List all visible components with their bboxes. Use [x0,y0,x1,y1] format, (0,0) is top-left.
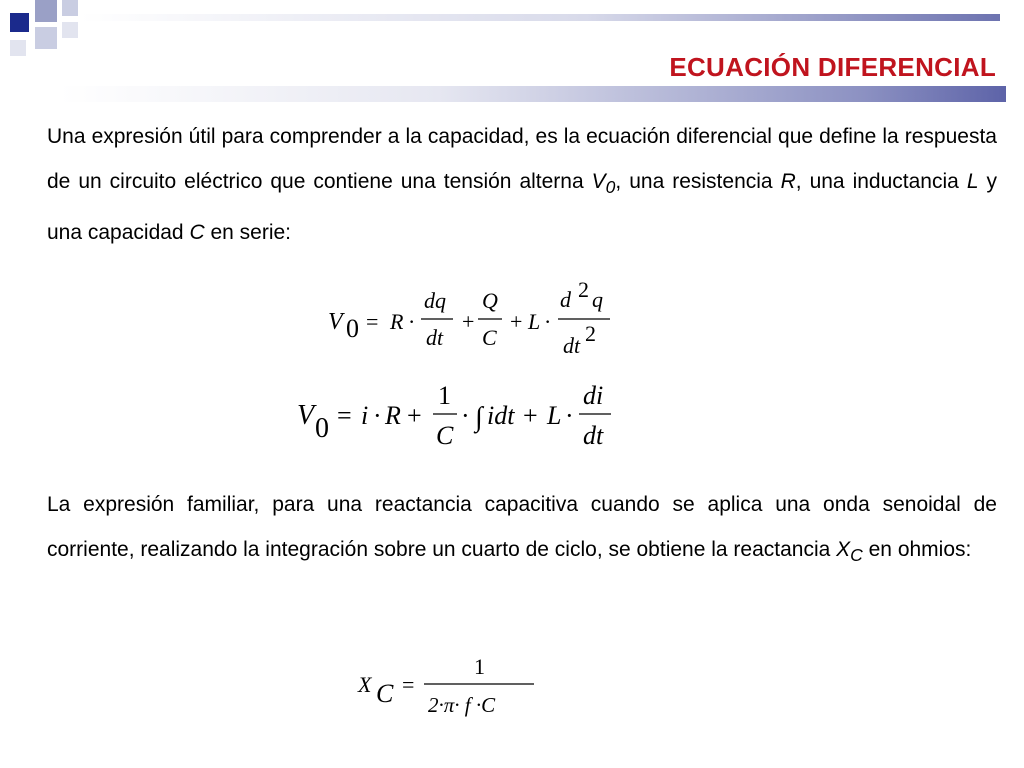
svg-text:i: i [361,401,369,430]
svg-text:+: + [510,309,523,334]
svg-text:C: C [482,325,497,350]
symbol-R: R [780,170,796,193]
intro-paragraph: Una expresión útil para comprender a la capacidad, es la ecuación diferencial que define la respuesta de un circuito eléctrico que contiene una tensión alterna $V_0$, una resistencia R, una inductancia L y una capacidad C en serie: [47,125,997,245]
svg-text:d: d [560,287,571,312]
slide-title: ECUACIÓN DIFERENCIAL [669,52,996,82]
svg-text:2: 2 [585,321,596,346]
svg-text:+: + [407,401,422,430]
decorative-square [35,0,57,22]
reactance-paragraph: La expresión familiar, para una reactancia capacitiva cuando se aplica una onda senoidal de corriente, realizando la integración sobre un cuarto de ciclo, se obtiene la reactancia $X_C$ en ohmios: [47,493,997,566]
equation-3 [350,650,550,720]
svg-text:R: R [385,401,401,430]
svg-text:2: 2 [578,277,589,302]
svg-text:V: V [328,309,343,335]
svg-text:R: R [390,309,404,334]
symbol-C: C [189,221,205,245]
header-gradient-bar [80,14,1000,21]
svg-text:=: = [366,309,379,334]
svg-text:L: L [528,309,541,334]
equation-1 [320,275,630,365]
svg-text:di: di [583,381,604,410]
symbol-L: L [966,170,979,193]
svg-text:dt: dt [426,325,444,350]
svg-text:dt: dt [583,421,604,450]
svg-text:0: 0 [315,413,329,444]
svg-text:C: C [376,679,394,708]
svg-text:·: · [408,309,416,334]
svg-text:L: L [547,401,562,430]
svg-text:+: + [523,401,538,430]
svg-text:2·π· f ·C: 2·π· f ·C [428,693,496,717]
svg-text:idt: idt [487,401,515,430]
decorative-square [35,27,57,49]
svg-text:=: = [402,672,415,697]
svg-text:1: 1 [438,381,451,410]
svg-text:X: X [358,672,372,697]
equation-2 [295,378,625,458]
svg-text:C: C [436,421,454,450]
symbol-X: X [836,538,851,561]
svg-text:·: · [565,401,574,430]
svg-text:·: · [461,401,470,430]
svg-text:∫: ∫ [475,402,483,433]
svg-text:Q: Q [482,288,498,313]
svg-text:·: · [373,401,382,430]
svg-text:q: q [592,287,603,312]
title-underline-bar [60,86,1006,102]
svg-text:dt: dt [563,333,581,358]
decorative-square [10,13,29,32]
svg-text:1: 1 [474,654,485,679]
svg-text:0: 0 [346,314,359,343]
svg-text:+: + [462,309,475,334]
decorative-square [62,0,78,16]
decorative-square [62,22,78,38]
decorative-square [10,40,26,56]
svg-text:=: = [337,401,352,430]
svg-text:V: V [297,400,315,431]
svg-text:·: · [544,309,552,334]
symbol-V: V [591,170,606,193]
svg-text:dq: dq [424,288,446,313]
